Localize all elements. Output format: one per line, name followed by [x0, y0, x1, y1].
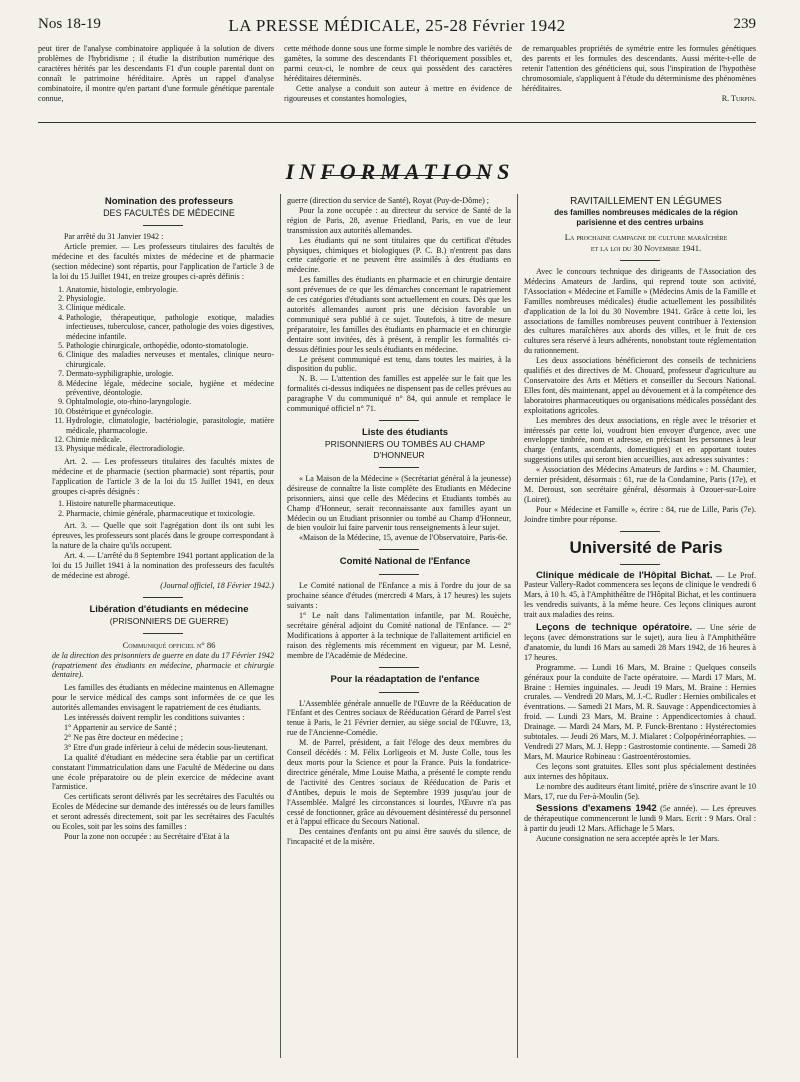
short-rule [379, 667, 419, 668]
paragraph: 2° Ne pas être docteur en médecine ; [64, 732, 183, 742]
short-rule [620, 260, 660, 261]
short-rule [620, 531, 660, 532]
group-list [52, 285, 274, 454]
left-column [52, 196, 274, 842]
article-title: RAVITAILLEMENT EN LÉGUMES [570, 196, 722, 207]
running-header [38, 16, 756, 40]
subsection-title: Sessions d'examens 1942 [536, 803, 657, 815]
article-title: Pour la réadaptation de l'enfance [330, 673, 480, 685]
paragraph: 1° Appartenir au service de Santé ; [64, 722, 177, 732]
article-subtitle: (PRISONNIERS DE GUERRE) [109, 615, 229, 626]
source-citation: (Journal officiel, 18 Février 1942.) [160, 580, 274, 590]
article-subtitle: des familles nombreuses médicales de la région parisienne et des centres urbains [554, 208, 738, 227]
short-rule [379, 692, 419, 693]
paragraph: guerre (direction du service de Santé), Royat (Puy-de-Dôme) ; [287, 196, 490, 205]
subsection-note: (5e année). [660, 804, 698, 814]
paragraph: « La Maison de la Médecine » (Secrétariat général à la jeunesse) désireuse de connaître la liste complète des Etudiants en Médecine prisonniers, ainsi que celle des Médecins et Etudiants tombés au Champ d'Honneur, serait reconnaissante aux familles ayant un Médecin ou un Etudiant prisonnier ou tombé au Champ d'Honneur, de bien vouloir lui faire parvenir tous renseignements à leur sujet. [287, 473, 511, 533]
paragraph: Article premier. — Les professeurs titulaires des facultés de médecine et des facultés mixtes de médecine et de pharmacie (section médecine) sont répartis, pour l'application de l'article 3 de la loi du 15 Juillet 1941, en treize groupes ci-après définis : [52, 241, 274, 281]
communique-heading: Communiqué officiel n° 86 [122, 639, 216, 650]
short-rule [379, 420, 419, 421]
section-title-informations: INFORMATIONS [285, 159, 515, 184]
top-column-1 [38, 44, 274, 103]
middle-column [287, 196, 511, 847]
list-item: 2. Physiologie. [66, 294, 274, 303]
article-subtitle: DES FACULTÉS DE MÉDECINE [103, 208, 235, 218]
article-caption: La prochaine campagne de culture maraîchère [564, 232, 728, 242]
paragraph: Le Comité national de l'Enfance a mis à l'ordre du jour de sa prochaine séance d'études (mercredi 4 Mars, à 17 heures) les sujets suivants : [287, 581, 511, 611]
list-item: 8. Médecine légale, médecine sociale, hygiène et médecine préventive, déontologie. [66, 379, 274, 398]
issue-number: Nos 18-19 [38, 16, 101, 32]
paragraph: Les intéressés doivent remplir les conditions suivantes : [64, 713, 245, 723]
list-item: 3. Clinique médicale. [66, 303, 274, 312]
paragraph: Programme. — Lundi 16 Mars, M. Braine : Quelques conseils généraux pour la conduite de l'acte opératoire. — Mardi 17 Mars, M. Braine : Hernies inguinales. — Jeudi 19 Mars, M. Braine : Hernies crurales. — Vendredi 20 Mars, M. J.-C. Rudler : Hernies ombilicales et éventrations. — Samedi 21 Mars, M. R. Sauvage : Appendicectomies à froid. — Lundi 23 Mars, M. Braine : Appendicectomies à chaud. Drainage. — Mardi 24 Mars, M. P. Funck-Brentano : Hystérectomies subtotales. — Jeudi 26 Mars, M. J. Mialaret : Colpopérinéorraphies. — Vendredi 27 Mars, M. J. Hepp : Gastrostomie continente. — Samedi 28 Mars, M. Maurice Robineau : Gastroentérostomies. [524, 662, 756, 761]
paragraph: Les épreuves de thérapeutique commenceront le lundi 9 Mars. Ecrit : 9 Mars. Oral : à partir du jeudi 12 Mars. Affichage le 5 Mars. [524, 804, 757, 834]
section-heading: Université de Paris [569, 537, 723, 557]
paragraph: Ces leçons sont gratuites. Elles sont plus spécialement destinées aux internes des hôpitaux. [524, 761, 756, 781]
paragraph: L'Assemblée générale annuelle de l'Œuvre de la Rééducation de l'Enfant et des Centres sociaux de Rééducation Gérard de Parrel s'est tenue à Paris, le 21 Février dernier, au siège social de l'Œuvre, 13, rue de l'Ancienne-Comédie. [287, 698, 511, 738]
paragraph: Cette analyse a conduit son auteur à mettre en évidence de rigoureuses et constantes homologies, [284, 83, 512, 103]
list-item: 13. Physique médicale, électroradiologie. [66, 444, 274, 453]
short-rule [143, 597, 183, 598]
list-item: 10. Obstétrique et gynécologie. [66, 407, 274, 416]
list-item: 6. Clinique des maladies nerveuses et mentales, clinique neuro-chirurgicale. [66, 350, 274, 369]
list-item: 9. Ophtalmologie, oto-rhino-laryngologie. [66, 397, 274, 406]
paragraph: Le Prof. Pasteur Vallery-Radot commencera ses leçons de clinique le vendredi 6 Mars, à 10 h. 45, à l'Amphithéâtre de l'Hôpital Bichat, et les continuera les vendredis suivants, à la même heure. Ces leçons cliniques auront trait aux maladies des reins. [524, 570, 756, 620]
article-subtitle: PRISONNIERS OU TOMBÉS AU CHAMP D'HONNEUR [324, 438, 486, 460]
paragraph: Les étudiants qui ne sont titulaires que du certificat d'études physiques, chimiques et biologiques (P. C. B.) n'entrent pas dans cette catégorie et ne peuvent être assimilés à des étudiants en médecine. [287, 235, 511, 275]
list-item: 1. Histoire naturelle pharmaceutique. [66, 499, 274, 508]
paragraph: La qualité d'étudiant en médecine sera établie par un certificat constatant l'immatriculation dans une Faculté de Médecine ou dans une école préparatoire ou de plein exercice de médecine avant l'armistice. [52, 752, 274, 792]
subsection-title: Clinique médicale de l'Hôpital Bichat. [536, 569, 713, 581]
paragraph: de la direction des prisonniers de guerre en date du 17 Février 1942 (rapatriement des étudiants en médecine, pharmacie et chirurgie dentaire). [52, 650, 274, 680]
column-divider [517, 194, 518, 1058]
author-signature: R. Turpin. [721, 93, 756, 103]
paragraph: peut tirer de l'analyse combinatoire appliquée à la solution de divers problèmes de l'hybridisme ; il étudie la distribution numérique des caractères hérités par les descendants F1 d'un couple parental dont on connaît le patrimoine héréditaire. Après un rappel d'analyse combinatoire, il montre qu'en partant d'une formule génétique parentale connue, [38, 44, 274, 103]
paragraph: Aucune consignation ne sera acceptée après le 1er Mars. [536, 834, 720, 844]
paragraph: Les membres des deux associations, en règle avec le trésorier et intéressés par cette loi, voudront bien envoyer d'urgence, avec une enveloppe timbrée, nom et adresse, en précisant les personnes à leur charge (enfants, ascendants, domestiques) et en apportant toutes suggestions utiles qui seront bien accueillies, aux adresses suivantes : [524, 415, 756, 465]
article-title: Liste des étudiants [361, 426, 449, 438]
paragraph: N. B. — L'attention des familles est appelée sur le fait que les formalités ci-dessus indiquées ne dispensent pas de celles prévues au paragraphe V du communiqué n° 84, qui annule et remplace le communiqué officiel n° 71. [287, 374, 511, 414]
paragraph: Le nombre des auditeurs étant limité, prière de s'inscrire avant le 10 Mars, 17, rue du Fer-à-Moulin (5e). [524, 781, 756, 801]
top-column-2 [284, 44, 512, 103]
article-title: Nomination des professeurs [104, 196, 234, 207]
paragraph: « Association des Médecins Amateurs de Jardins » : M. Chaumier, dernier président, désormais : 61, rue de la Condamine, Paris (17e), et M. Deroust, son secrétaire général, désormais à Ozouer-sur-Loire (Loiret). [524, 465, 756, 504]
list-item: 4. Pathologie, thérapeutique, pathologie exotique, maladies infectieuses, tuberculose, cancer, pathologie des voies digestives, médecine infantile. [66, 313, 274, 341]
short-rule [379, 574, 419, 575]
paragraph: Le présent communiqué est tenu, dans toutes les mairies, à la disposition du public. [287, 354, 511, 374]
article-title: Libération d'étudiants en médecine [89, 603, 249, 615]
paragraph: Des centaines d'enfants ont pu ainsi être sauvés du silence, de l'incapacité et de la misère. [287, 827, 511, 847]
top-divider [38, 122, 756, 123]
right-column: RAVITAILLEMENT EN LÉGUMES des familles nombreuses médicales de la région parisienne et des centres urbains La prochaine campagne de culture maraîchère et la loi du 30 Novembre 1941. Avec le concours technique des dirigeants de l'Association des Médecins Amateurs de Jardins, qui reprend toute son activité, l'Association « Médecine et Famille » (Médecins Amis de la Famille et Familles nombreuses médicales) étudie actuellement les possibilités d'application de la loi du 30 Novembre 1941. Grâce à cette loi, les associations de familles nombreuses peuvent contribuer à l'extension des cultures maraîchères aux abords des villes, et le fruit de ces cultures sera réservé à leurs adhérents, nonobstant toute réglementation du rationnement. Les deux associations bénéficieront des conseils de techniciens qualifiés et des directives de M. Chouard, professeur d'agriculture au Conservatoire des Arts et Métiers et conseiller du Secours National. Elles font, dès maintenant, appel au dévouement et à la compétence des laboratoires pharmaceutiques ou organisations médicales possédant des exploitations agricoles. Les membres des deux associations, en règle avec le trésorier et intéressés par cette loi, voudront bien envoyer d'urgence, avec une enveloppe timbrée, nom et adresse, en précisant les personnes à leur charge (enfants, ascendants, domestiques) et en apportant toutes suggestions utiles qui seront bien accueillies, aux adresses suivantes : « Association des Médecins Amateurs de Jardins » : M. Chaumier, dernier président, désormais : 61, rue de la Condamine, Paris (17e), et M. Deroust, son secrétaire général, désormais à Ozouer-sur-Loire (Loiret). Pour « Médecine et Famille », écrire : 84, rue de Lille, Paris (7e). Joindre timbre pour réponse. Université de Paris Clinique médicale de l'Hôpital Bichat. — Le Prof. Pasteur Vallery-Radot commencera ses leçons de clinique le vendredi 6 Mars, à 10 h. 45, à l'Amphithéâtre de l'Hôpital Bichat, et les continuera les vendredis suivants, à la même heure. Ces leçons cliniques auront trait aux maladies des reins. Leçons de technique opératoire. — Une série de leçons (avec démonstrations sur le sujet), aura lieu à l'Amphithéâtre d'anatomie, du lundi 16 Mars au samedi 28 Mars 1942, de 16 heures à 17 heures. Programme. — Lundi 16 Mars, M. Braine : Quelques conseils généraux pour la conduite de l'acte opératoire. — Mardi 17 Mars, M. Braine : Hernies inguinales. — Jeudi 19 Mars, M. Braine : Hernies crurales. — Vendredi 20 Mars, M. J.-C. Rudler : Hernies ombilicales et éventrations. — Samedi 21 Mars, M. R. Sauvage : Appendicectomies à froid. — Lundi 23 Mars, M. Braine : Appendicectomies à chaud. Drainage. — Mardi 24 Mars, M. P. Funck-Brentano : Hystérectomies subtotales. — Jeudi 26 Mars, M. J. Mialaret : Colpopérinéorraphies. — Vendredi 27 Mars, M. J. Hepp : Gastrostomie continente. — Samedi 28 Mars, M. Maurice Robineau : Gastroentérostomies. Ces leçons sont gratuites. Elles sont plus spécialement destinées aux internes des hôpitaux. Le nombre des auditeurs étant limité, prière de s'inscrire avant le 10 Mars, 17, rue du Fer-à-Moulin (5e). Sessions d'examens 1942 (5e année). — Les épreuves de thérapeutique commenceront le lundi 9 Mars. Ecrit : 9 Mars. Oral : à partir du jeudi 12 Mars. Affichage le 5 Mars. Aucune consignation ne sera acceptée après le 1er Mars. [524, 196, 757, 844]
short-rule [379, 467, 419, 468]
top-column-3 [522, 44, 756, 103]
short-rule [620, 564, 660, 565]
list-item: 1. Anatomie, histologie, embryologie. [66, 285, 274, 294]
paragraph: Art. 4. — L'arrêté du 8 Septembre 1941 portant application de la loi du 15 Juillet 1941 à la nomination des professeurs des facultés de médecine est abrogé. [52, 551, 274, 580]
paragraph: Les deux associations bénéficieront des conseils de techniciens qualifiés et des directives de M. Chouard, professeur d'agriculture au Conservatoire des Arts et Métiers et conseiller du Secours National. Elles font, dès maintenant, appel au dévouement et à la compétence des laboratoires pharmaceutiques ou organisations médicales possédant des exploitations agricoles. [524, 356, 756, 415]
journal-title-date: LA PRESSE MÉDICALE, 25-28 Février 1942 [228, 16, 566, 35]
title-underline [322, 175, 490, 176]
paragraph: 3° Etre d'un grade inférieur à celui de médecin sous-lieutenant. [64, 742, 268, 752]
list-item: 12. Chimie médicale. [66, 435, 274, 444]
paragraph: Pour la zone occupée : au directeur du service de Santé de la région de Paris, 28, avenue Friedland, Paris, en vue de leur transmission aux autorités allemandes. [287, 205, 511, 235]
column-divider [280, 194, 281, 1058]
list-item: 7. Dermato-syphiligraphie, urologie. [66, 369, 274, 378]
article-caption: et la loi du 30 Novembre 1941. [590, 243, 702, 253]
list-item: 5. Pathologie chirurgicale, orthopédie, odonto-stomatologie. [66, 341, 274, 350]
paragraph: Par arrêté du 31 Janvier 1942 : [64, 232, 164, 241]
short-rule [143, 225, 183, 226]
list-item: 2. Pharmacie, chimie générale, pharmaceutique et toxicologie. [66, 509, 274, 518]
short-rule [379, 549, 419, 550]
paragraph: Ces certificats seront délivrés par les secrétaires des Facultés ou Ecoles de Médecine sur demande des intéressés ou de leurs familles et seront adressés directement, soit par les secrétaires des Facultés ou Ecoles, soit par les soins des familles : [52, 792, 274, 832]
paragraph: Art. 3. — Quelle que soit l'agrégation dont ils ont subi les épreuves, les professeurs sont placés dans le groupe correspondant à la nature de la chaire qu'ils occupent. [52, 521, 274, 551]
subsection-title: Leçons de technique opératoire. [536, 622, 693, 634]
paragraph: «Maison de la Médecine, 15, avenue de l'Observatoire, Paris-6e. [299, 533, 508, 543]
paragraph: Les familles des étudiants en médecine maintenus en Allemagne pour le service médical des camps sont informées de ce que les autorités allemandes envisagent le rapatriement de ces étudiants. [52, 683, 274, 713]
paragraph: Les familles des étudiants en pharmacie et en chirurgie dentaire sont prévenues de ce que les démarches concernant le rapatriement de ces catégories d'étudiants sont actuellement en cours. Dès que les autorités allemandes auront pris une décision favorable un communiqué sera publié à ce sujet. Toutefois, à titre de mesure préparatoire, les familles des étudiants en pharmacie et en chirurgie dentaire sont invitées, dès à présent, à remplir les formalités ci-dessus définies pour les seuls étudiants en médecine. [287, 275, 511, 354]
paragraph: cette méthode donne sous une forme simple le nombre des variétés de gamètes, la somme des descendants F1 théoriquement possibles et, parmi ceux-ci, le nombre de ceux qui possèdent des caractères héréditaires déterminés. [284, 44, 512, 83]
short-rule [143, 633, 183, 634]
group-list [52, 499, 274, 518]
list-item: 11. Hydrologie, climatologie, bactériologie, parasitologie, matière médicale, pharmacologie. [66, 416, 274, 435]
article-title: Comité National de l'Enfance [339, 556, 471, 568]
paragraph: Pour « Médecine et Famille », écrire : 84, rue de Lille, Paris (7e). Joindre timbre pour réponse. [524, 504, 756, 524]
paragraph: Pour la zone non occupée : au Secrétaire d'Etat à la [64, 831, 230, 841]
paragraph: 1° Le naît dans l'alimentation infantile, par M. Rouèche, secrétaire général adjoint du Comité national de l'Enfance. — 2° Modifications à apporter à la technique de l'allaitement artificiel en raison des règlements mis récemment en vigueur, par M. Lesné, membre de l'Académie de Médecine. [287, 611, 511, 660]
page-number: 239 [733, 16, 756, 32]
paragraph: Une série de leçons (avec démonstrations sur le sujet), aura lieu à l'Amphithéâtre d'anatomie, du lundi 16 Mars au samedi 28 Mars 1942, de 16 heures à 17 heures. [524, 623, 757, 662]
paragraph: de remarquables propriétés de symétrie entre les formules génétiques des parents et les formules des descendants. Aussi mérite-t-elle de retenir l'attention des généticiens qui, sous l'inspiration de l'hypothèse chromosomiale, s'appliquent à l'étude du déterminisme des phénomènes héréditaires. [522, 44, 756, 93]
paragraph: M. de Parrel, président, a fait l'éloge des deux membres du Conseil décédés : M. Félix Lorligeois et M. Juste Colle, tous les deux morts pour la Science et pour la France. Puis la fondatrice-directrice générale, Mme Louise Matha, a présenté le compte rendu de l'activité des Centres sociaux de Rééducation de Paris et d'Antibes, depuis le mois de Septembre 1939 jusqu'au jour de l'Assemblée. Malgré les circonstances si lourdes, l'Œuvre n'a pas cessé de fonctionner, grâce au dévouement désintéressé du personnel et à l'appui efficace du Secours National. [287, 738, 511, 827]
paragraph: Art. 2. — Les professeurs titulaires des facultés mixtes de médecine et de pharmacie (section pharmacie) sont répartis, pour l'application de l'article 3 de la loi du 15 Juillet 1941, en deux groupes ci-après désignés : [52, 456, 274, 496]
paragraph: Avec le concours technique des dirigeants de l'Association des Médecins Amateurs de Jardins, qui reprend toute son activité, l'Association « Médecine et Famille » (Médecins Amis de la Famille et Familles nombreuses médicales) étudie actuellement les possibilités d'application de la loi du 30 Novembre 1941. Grâce à cette loi, les associations de familles nombreuses peuvent contribuer à l'extension des cultures maraîchères aux abords des villes, et le fruit de ces cultures sera réservé à leurs adhérents, nonobstant toute réglementation du rationnement. [524, 267, 756, 356]
